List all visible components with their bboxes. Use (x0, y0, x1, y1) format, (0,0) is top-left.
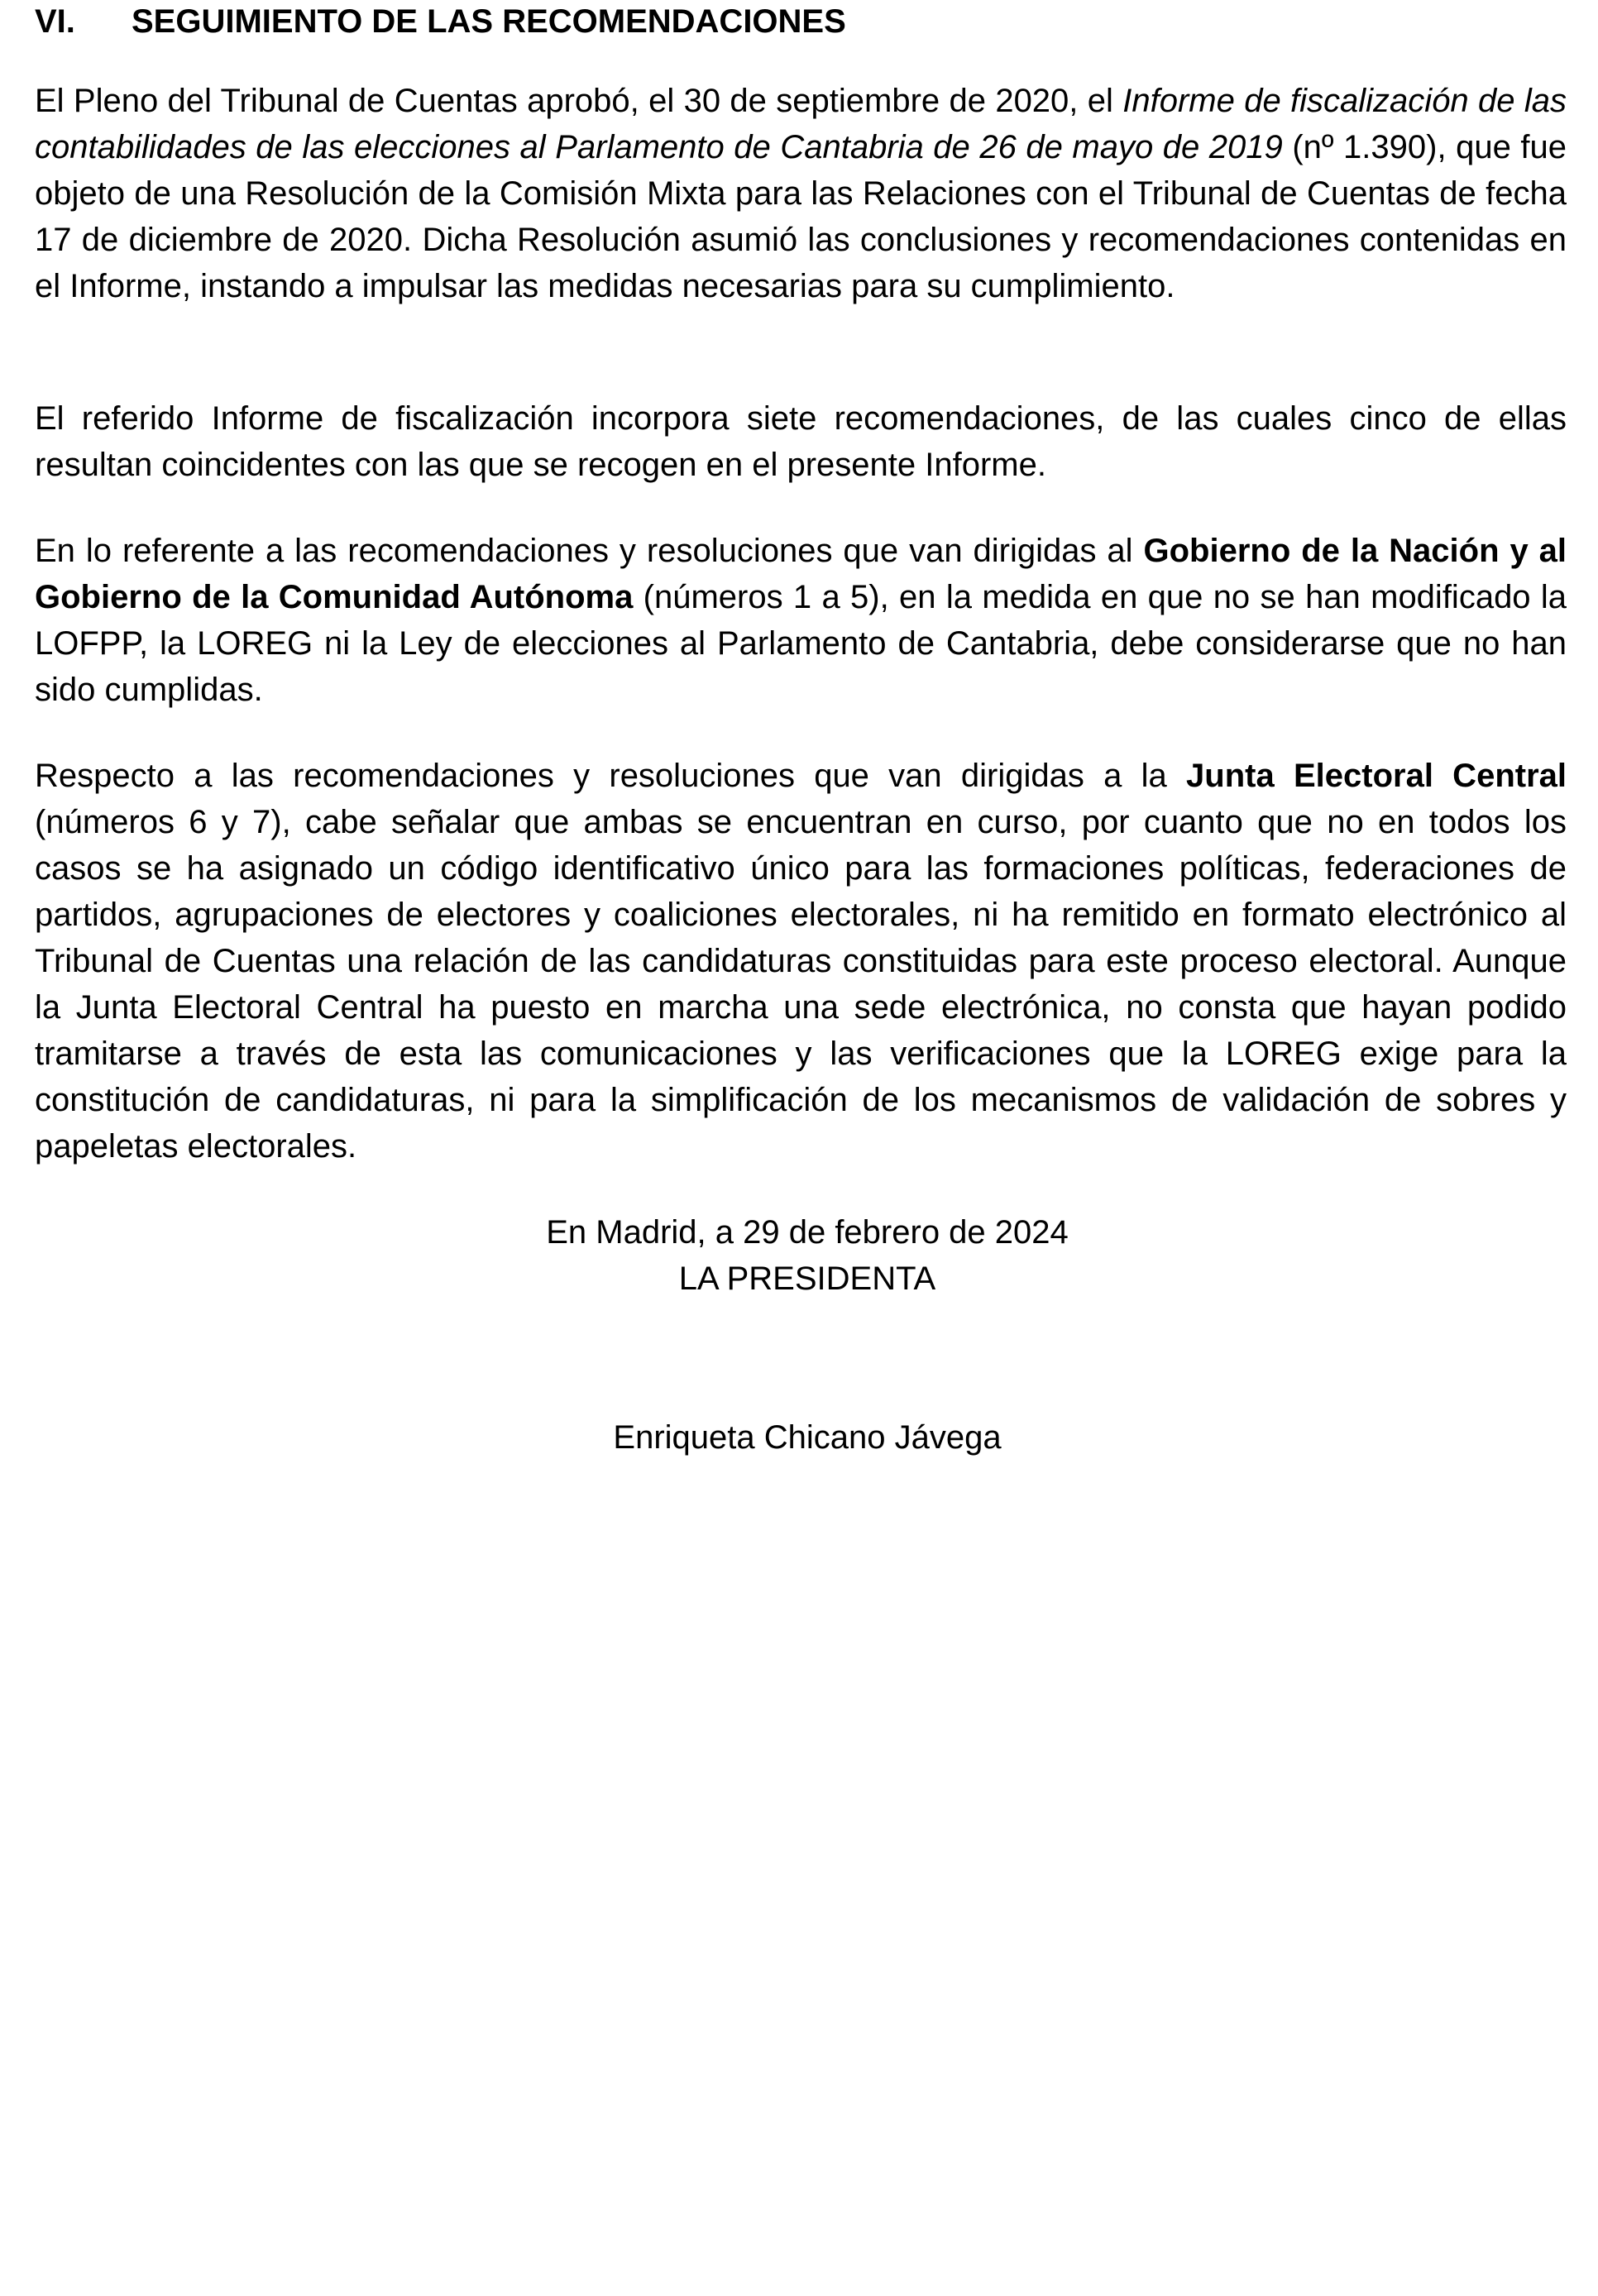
paragraph-text: Respecto a las recomendaciones y resoluciones que van dirigidas a la (35, 758, 1187, 794)
paragraph-text: El Pleno del Tribunal de Cuentas aprobó, el 30 de septiembre de 2020, el (35, 83, 1123, 119)
paragraph-junta-electoral (35, 753, 1567, 1170)
paragraph-pleno-approval (35, 78, 1567, 309)
paragraph-recommendations-count (35, 395, 1567, 488)
government-bold: Gobierno de la Nación y al Gobierno de la Comunidad Autónoma (35, 533, 1567, 615)
signer-role: LA PRESIDENTA (678, 1260, 936, 1297)
section-heading (35, 2, 846, 41)
report-title-italic: Informe de fiscalización de las contabilidades de las elecciones al Parlamento de Cantabria de 26 de mayo de 2019 (35, 83, 1567, 165)
paragraph-text: (nº 1.390), que fue objeto de una Resolución de la Comisión Mixta para las Relaciones con el Tribunal de Cuentas de fecha 17 de diciembre de 2020. Dicha Resolución asumió las conclusiones y recomendaciones contenidas en el Informe, instando a impulsar las medidas necesarias para su cumplimiento. (35, 129, 1567, 304)
junta-electoral-bold: Junta Electoral Central (1186, 758, 1567, 794)
paragraph-government-recommendations (35, 528, 1567, 713)
section-title: SEGUIMIENTO DE LAS RECOMENDACIONES (132, 3, 846, 40)
section-number: VI. (35, 3, 75, 40)
paragraph-text: El referido Informe de fiscalización incorpora siete recomendaciones, de las cuales cinco de ellas resultan coincidentes con las que se recogen en el presente Informe. (35, 400, 1567, 483)
signer-name: Enriqueta Chicano Jávega (613, 1419, 1002, 1456)
paragraph-text: En lo referente a las recomendaciones y resoluciones que van dirigidas al (35, 533, 1144, 569)
paragraph-text: (números 1 a 5), en la medida en que no se han modificado la LOFPP, la LOREG ni la Ley de elecciones al Parlamento de Cantabria, debe considerarse que no han sido cumplidas. (35, 579, 1567, 708)
place-date: En Madrid, a 29 de febrero de 2024 (546, 1214, 1069, 1251)
paragraph-text: (números 6 y 7), cabe señalar que ambas se encuentran en curso, por cuanto que no en todos los casos se ha asignado un código identificativo único para las formaciones políticas, federaciones de partidos, agrupaciones de electores y coaliciones electorales, ni ha remitido en formato electrónico al Tribunal de Cuentas una relación de las candidaturas constituidas para este proceso electoral. Aunque la Junta Electoral Central ha puesto en marcha una sede electrónica, no consta que hayan podido tramitarse a través de esta las comunicaciones y las verificaciones que la LOREG exige para la constitución de candidaturas, ni para la simplificación de los mecanismos de validación de sobres y papeletas electorales. (35, 804, 1567, 1165)
